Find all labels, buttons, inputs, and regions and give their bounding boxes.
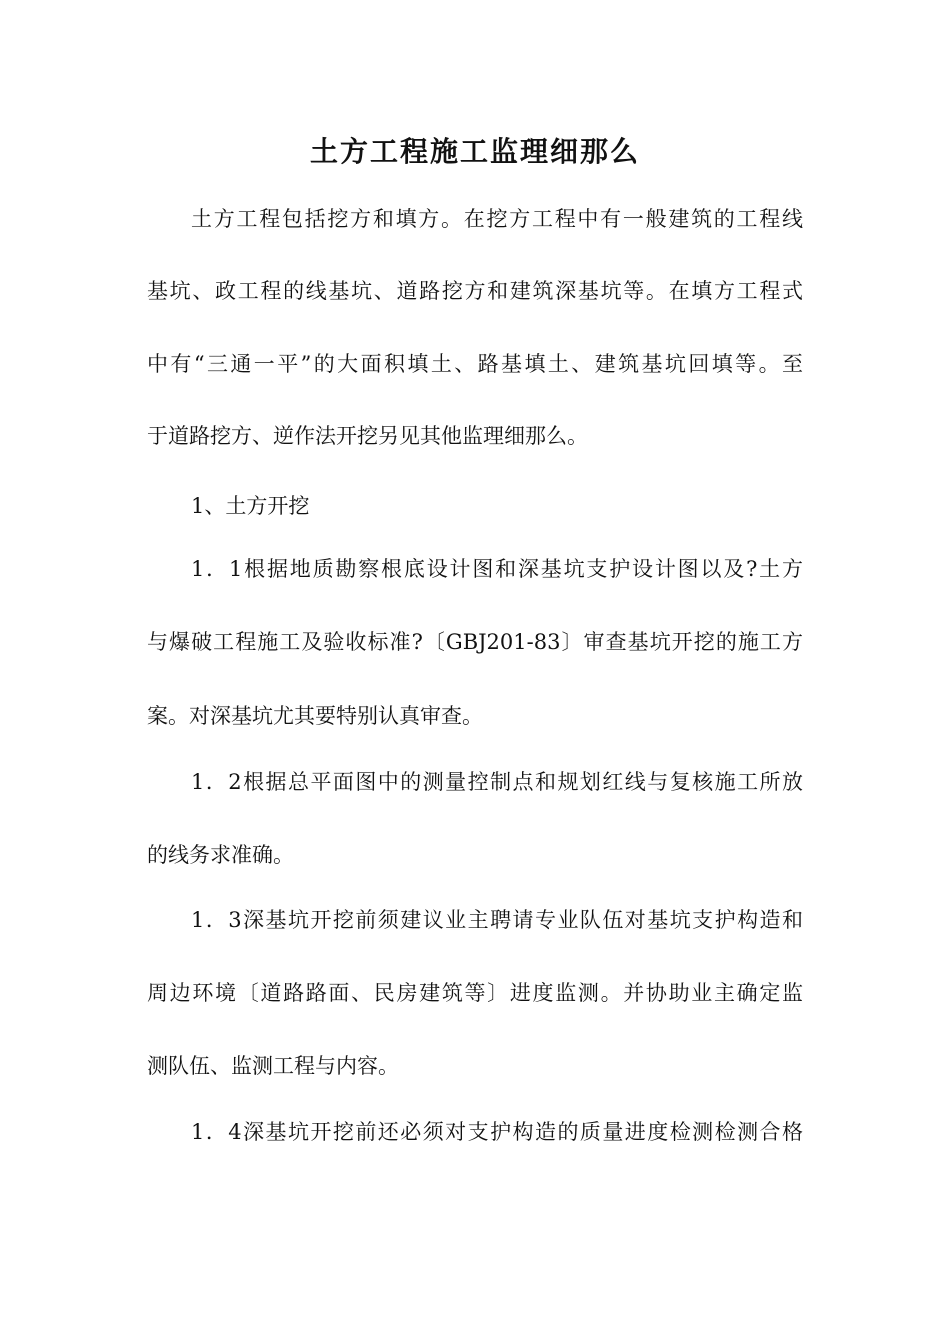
paragraph-line: 测队伍、监测工程与内容。 <box>147 1054 399 1078</box>
paragraph-line: 中有“三通一平”的大面积填土、路基填土、建筑基坑回填等。至 <box>147 352 803 376</box>
paragraph-line: 基坑、政工程的线基坑、道路挖方和建筑深基坑等。在填方工程式 <box>147 279 803 303</box>
paragraph-line: 1．3深基坑开挖前须建议业主聘请专业队伍对基坑支护构造和 <box>191 908 803 932</box>
section-heading: 1、土方开挖 <box>191 494 310 518</box>
paragraph-line: 与爆破工程施工及验收标准?〔GBJ201-83〕审查基坑开挖的施工方 <box>147 630 803 654</box>
paragraph-line: 1．4深基坑开挖前还必须对支护构造的质量进度检测检测合格 <box>191 1120 803 1144</box>
paragraph-line: 于道路挖方、逆作法开挖另见其他监理细那么。 <box>147 424 588 448</box>
paragraph-line: 1．2根据总平面图中的测量控制点和规划红线与复核施工所放 <box>191 770 803 794</box>
paragraph-line: 土方工程包括挖方和填方。在挖方工程中有一般建筑的工程线 <box>191 207 803 231</box>
paragraph-line: 1．1根据地质勘察根底设计图和深基坑支护设计图以及?土方 <box>191 557 803 581</box>
paragraph-line: 案。对深基坑尤其要特别认真审查。 <box>147 704 483 728</box>
paragraph-line: 的线务求准确。 <box>147 843 294 867</box>
document-title: 土方工程施工监理细那么 <box>309 135 640 168</box>
paragraph-line: 周边环境〔道路路面、民房建筑等〕进度监测。并协助业主确定监 <box>147 981 803 1005</box>
